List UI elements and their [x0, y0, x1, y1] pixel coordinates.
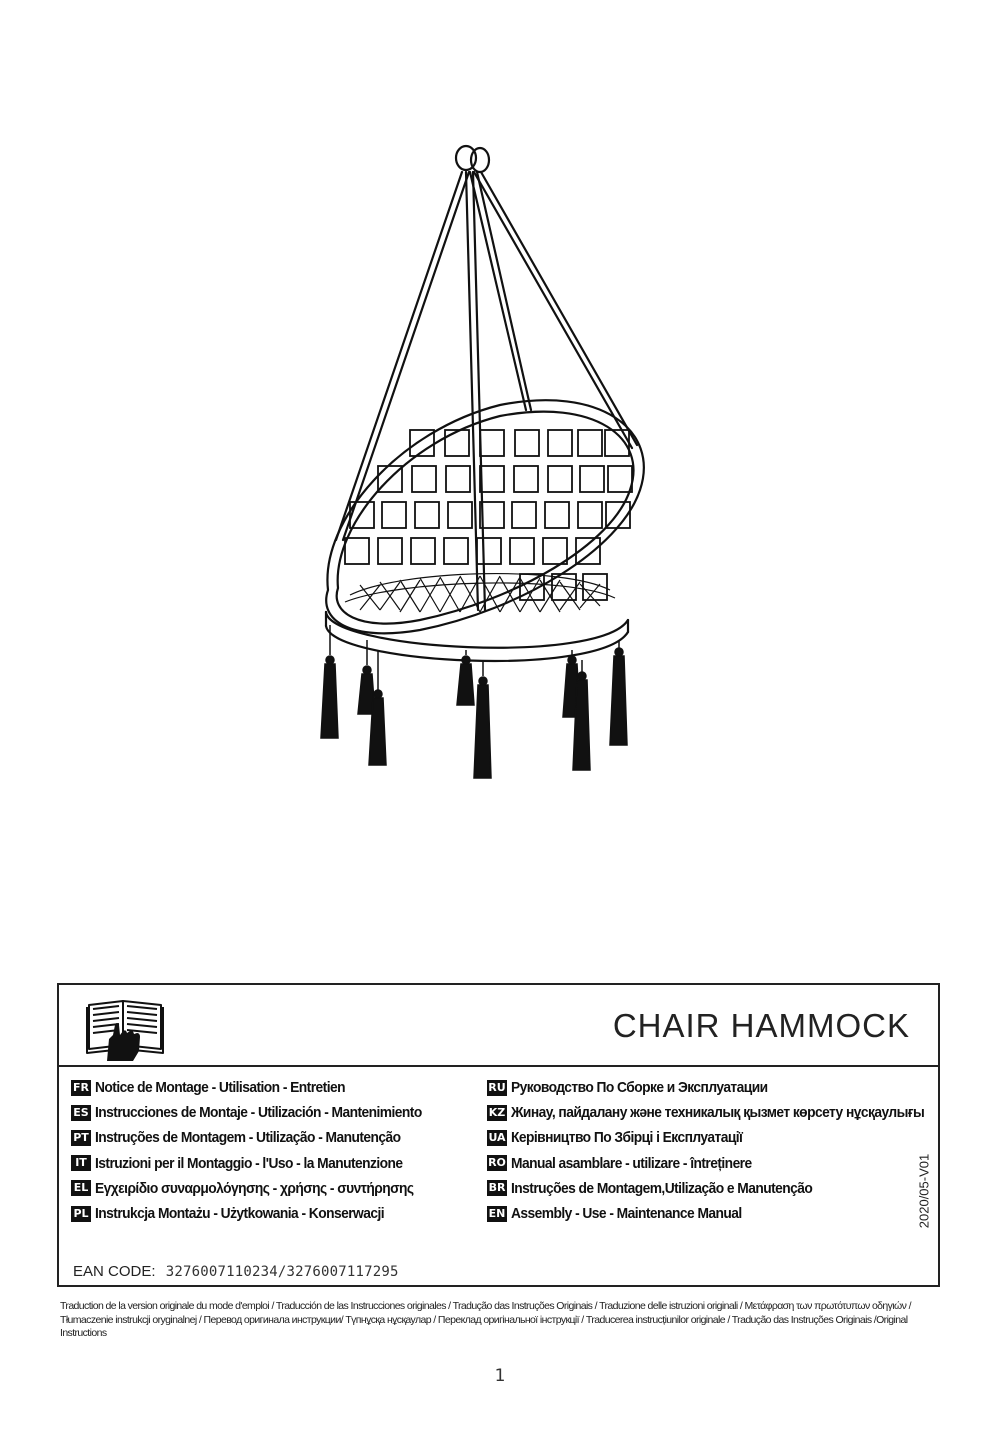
language-row-ro	[487, 1151, 960, 1176]
header-row	[59, 985, 938, 1067]
language-row-ua	[487, 1125, 960, 1150]
language-code-badge: FR	[71, 1080, 91, 1096]
language-title: Istruzioni per il Montaggio - l'Uso - la Manutenzione	[95, 1154, 403, 1172]
language-title: Instruções de Montagem,Utilização e Manutenção	[511, 1179, 813, 1197]
language-code-badge: KZ	[488, 1105, 506, 1119]
language-title: Manual asamblare - utilizare - întreținere	[511, 1154, 752, 1172]
chair-lattice-square	[543, 538, 567, 564]
chair-lattice-square	[444, 538, 468, 564]
chair-lattice-square	[378, 538, 402, 564]
chair-lattice-square	[548, 430, 572, 456]
chair-lattice-square	[515, 430, 539, 456]
chair-lattice-square	[411, 538, 435, 564]
language-code-badge: UA	[488, 1130, 506, 1144]
chair-lattice-square	[448, 502, 472, 528]
chair-lattice-square	[345, 538, 369, 564]
language-title: Εγχειρίδιο συναρμολόγησης - χρήσης - συντήρησης	[95, 1179, 414, 1197]
language-row-fr	[71, 1075, 450, 1100]
chair-lattice-square	[510, 538, 534, 564]
language-row-en	[487, 1201, 960, 1226]
language-row-pl	[71, 1201, 450, 1226]
language-code-badge: PT	[71, 1130, 91, 1146]
ean-label: EAN CODE:	[73, 1263, 156, 1280]
language-row-ru	[487, 1075, 960, 1100]
product-title: CHAIR HAMMOCK	[612, 1007, 910, 1044]
chair-lattice-square	[382, 502, 406, 528]
translation-footnote: Traduction de la version originale du mode d'emploi / Traducción de las Instrucciones originales / Tradução das Instruções Originais / Traduzione delle istruzioni originali / Μετάφραση των πρωτότυπων οδηγιών / Tłumaczenie instrukcji oryginalnej / Перевод оригинала инструкции/ Түпнұсқа нұсқаулар / Переклад оригінальної інструкції / Traducerea instrucțiunilor originale / Tradução das Instruções Originais /Original Instructions	[60, 1300, 911, 1339]
chair-lattice-square	[608, 466, 632, 492]
chair-lattice-square	[514, 466, 538, 492]
chair-lattice-square	[512, 502, 536, 528]
version-text: 2020/05-V01	[916, 1153, 932, 1229]
chair-lattice-square	[580, 466, 604, 492]
chair-lattice-square	[545, 502, 569, 528]
language-code-badge: ES	[71, 1105, 91, 1121]
chair-lattice-square	[412, 466, 436, 492]
language-row-it	[71, 1151, 450, 1176]
language-title: Жинау, пайдалану және техникалық қызмет көрсету нұсқаулығы	[511, 1104, 925, 1122]
language-title: Notice de Montage - Utilisation - Entretien	[95, 1079, 345, 1097]
ean-value: 3276007110234/3276007117295	[165, 1264, 399, 1280]
chair-lattice-square	[548, 466, 572, 492]
language-title: Instrukcja Montażu - Użytkowania - Konserwacji	[95, 1205, 385, 1223]
language-code-badge: RU	[488, 1080, 506, 1094]
language-code-badge: BR	[488, 1181, 506, 1195]
chair-lattice-square	[415, 502, 439, 528]
language-title: Assembly - Use - Maintenance Manual	[511, 1205, 742, 1223]
chair-lattice-square	[480, 430, 504, 456]
language-code-badge: EL	[71, 1180, 91, 1196]
language-code-badge: RO	[488, 1156, 506, 1170]
language-code-badge: PL	[71, 1206, 91, 1222]
language-title: Instrucciones de Montaje - Utilización - Mantenimiento	[95, 1104, 422, 1122]
language-list-right	[487, 1075, 960, 1229]
language-row-kz	[487, 1100, 960, 1125]
hanging-chair-illustration	[300, 140, 700, 790]
language-title: Instruções de Montagem - Utilização - Manutenção	[95, 1129, 401, 1147]
language-row-br	[487, 1176, 960, 1201]
chair-lattice-square	[578, 430, 602, 456]
ean-code-row	[73, 1263, 399, 1280]
chair-lattice-square	[477, 538, 501, 564]
language-title: Керівництво По Збірці і Експлуатації	[511, 1129, 743, 1147]
language-list-left	[71, 1075, 450, 1226]
language-code-badge: EN	[488, 1206, 506, 1220]
language-row-pt	[71, 1125, 450, 1150]
language-row-el	[71, 1176, 450, 1201]
page-number: 1	[494, 1366, 506, 1386]
chair-lattice-square	[578, 502, 602, 528]
language-code-badge: IT	[71, 1155, 91, 1171]
chair-lattice-square	[480, 466, 504, 492]
chair-lattice-square	[446, 466, 470, 492]
language-row-es	[71, 1100, 450, 1125]
read-manual-icon	[83, 995, 169, 1063]
chair-lattice-square	[445, 430, 469, 456]
version-label	[914, 1141, 934, 1241]
language-title: Руководство По Сборке и Эксплуатации	[511, 1079, 768, 1097]
product-info-box	[57, 983, 940, 1287]
